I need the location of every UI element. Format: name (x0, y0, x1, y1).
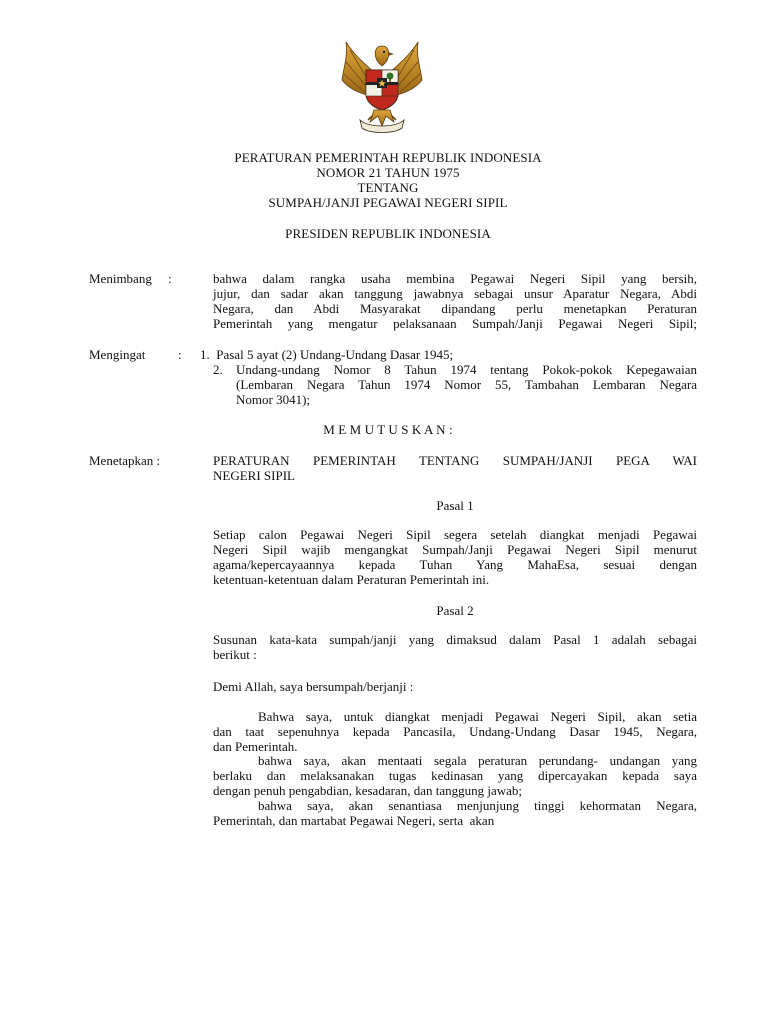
pasal-1-line: agama/kepercayaannya kepada Tuhan Yang MahaEsa, sesuai dengan (213, 557, 697, 572)
pasal-1-line: Negeri Sipil wajib mengangkat Sumpah/Janji Pegawai Negeri Sipil menurut (213, 542, 697, 557)
regulation-number: NOMOR 21 TAHUN 1975 (316, 165, 460, 180)
pasal-2-title: Pasal 2 (436, 603, 474, 618)
menimbang-line: Pemerintah yang mengatur pelaksanaan Sumpah/Janji Pegawai Negeri Sipil; (213, 316, 697, 331)
menimbang-label: Menimbang (89, 271, 152, 286)
regulation-about: TENTANG (357, 180, 419, 195)
oath-opening: Demi Allah, saya bersumpah/berjanji : (213, 679, 414, 694)
president-heading: PRESIDEN REPUBLIK INDONESIA (285, 226, 491, 241)
mengingat-item-2-line: Undang-undang Nomor 8 Tahun 1974 tentang Pokok-pokok Kepegawaian (236, 362, 697, 377)
mengingat-item-2-number: 2. (213, 362, 223, 377)
garuda-pancasila-emblem (338, 36, 426, 136)
pasal-1-line: Setiap calon Pegawai Negeri Sipil segera setelah diangkat menjadi Pegawai (213, 527, 697, 542)
oath-line: Pemerintah, dan martabat Pegawai Negeri, serta akan (213, 813, 495, 828)
oath-line: bahwa saya, akan senantiasa menjunjung tinggi kehormatan Negara, (258, 798, 697, 813)
pasal-2-intro (213, 632, 697, 662)
mengingat-item-2-line: Nomor 3041); (236, 392, 311, 407)
pasal-2-intro-line: Susunan kata-kata sumpah/janji yang dimaksud dalam Pasal 1 adalah sebagai (213, 632, 697, 647)
mengingat-colon: : (178, 347, 182, 362)
mengingat-item-2-line: (Lembaran Negara Tahun 1974 Nomor 55, Tambahan Lembaran Negara (236, 377, 697, 392)
menetapkan-label: Menetapkan : (89, 453, 161, 468)
mengingat-label: Mengingat (89, 347, 146, 362)
oath-line: dengan penuh pengabdian, kesadaran, dan tanggung jawab; (213, 783, 523, 798)
menetapkan-line: PERATURAN PEMERINTAH TENTANG SUMPAH/JANJI PEGA WAI (213, 453, 697, 468)
oath-paragraph-1 (213, 709, 697, 754)
pasal-1-title: Pasal 1 (436, 498, 474, 513)
pasal-2-intro-line: berikut : (213, 647, 257, 662)
pasal-1-line: ketentuan-ketentuan dalam Peraturan Pemerintah ini. (213, 572, 490, 587)
regulation-title: PERATURAN PEMERINTAH REPUBLIK INDONESIA (234, 150, 542, 165)
menimbang-line: jujur, dan sadar akan tanggung jawabnya sebagai unsur Aparatur Negara, Abdi (213, 286, 697, 301)
oath-paragraph-2 (213, 753, 697, 798)
menetapkan-line: NEGERI SIPIL (213, 468, 295, 483)
oath-line: Bahwa saya, untuk diangkat menjadi Pegawai Negeri Sipil, akan setia (258, 709, 697, 724)
mengingat-item-2 (236, 362, 697, 407)
regulation-subject: SUMPAH/JANJI PEGAWAI NEGERI SIPIL (268, 195, 508, 210)
oath-paragraph-3 (213, 798, 697, 828)
pasal-1-text (213, 527, 697, 587)
oath-line: dan Pemerintah. (213, 739, 298, 754)
oath-line: berlaku dan melaksanakan tugas kedinasan yang dipercayakan kepada saya (213, 768, 697, 783)
oath-line: dan taat sepenuhnya kepada Pancasila, Undang-Undang Dasar 1945, Negara, (213, 724, 697, 739)
oath-line: bahwa saya, akan mentaati segala peraturan perundang- undangan yang (258, 753, 697, 768)
menimbang-colon: : (168, 271, 172, 286)
menetapkan-text (213, 453, 697, 483)
menimbang-line: bahwa dalam rangka usaha membina Pegawai Negeri Sipil yang bersih, (213, 271, 697, 286)
mengingat-item-1: 1. Pasal 5 ayat (2) Undang-Undang Dasar 1945; (200, 347, 454, 362)
menimbang-line: Negara, dan Abdi Masyarakat dipandang perlu menetapkan Peraturan (213, 301, 697, 316)
memutuskan-heading: M E M U T U S K A N : (323, 422, 453, 437)
menimbang-text (213, 271, 697, 331)
